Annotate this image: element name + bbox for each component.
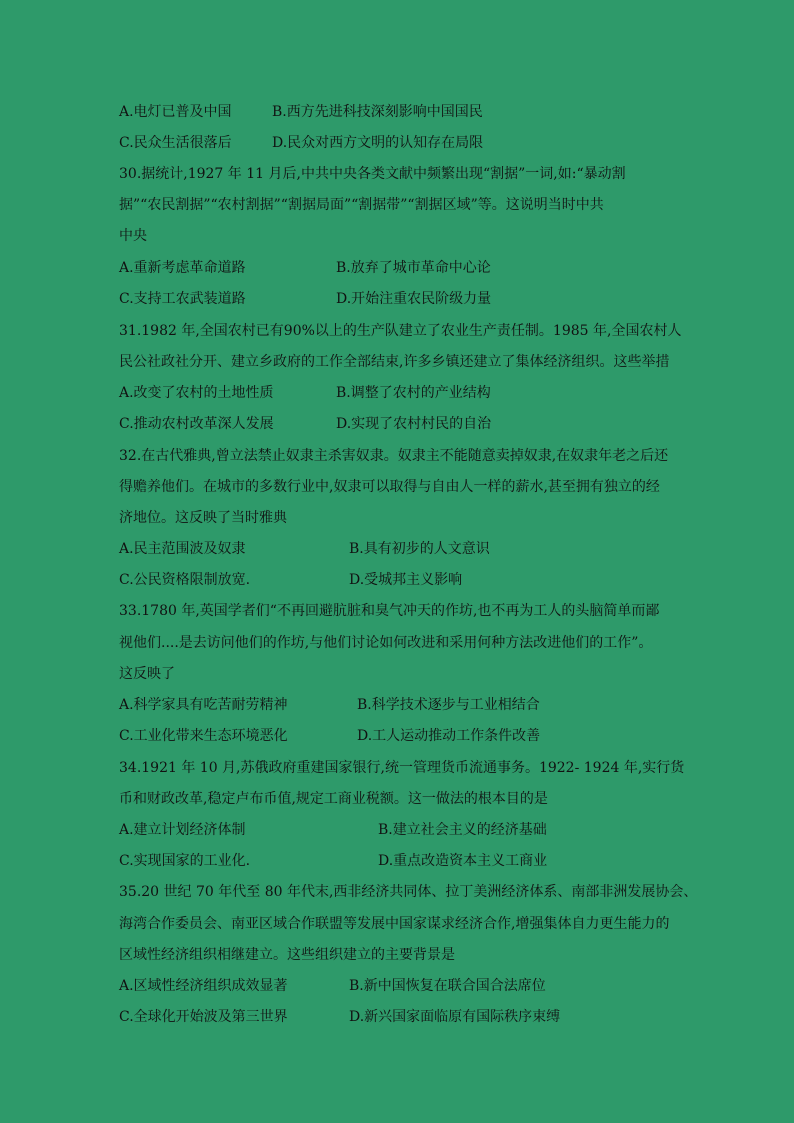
pre-option-c: C.民众生活很落后: [119, 135, 232, 151]
pre-option-d: D.民众对西方文明的认知存在局限: [272, 135, 484, 151]
q35-stem-line-2: 海湾合作委员会、南亚区域合作联盟等发展中国家谋求经济合作,增强集体自力更生能力的: [119, 916, 670, 932]
q31-option-a: A.改变了农村的土地性质: [119, 385, 274, 401]
q31-option-c: C.推动农村改革深人发展: [119, 416, 274, 432]
q32-stem-line-2: 得赡养他们。在城市的多数行业中,奴隶可以取得与自由人一样的薪水,甚至拥有独立的经: [119, 479, 660, 495]
q30-stem-line-3: 中央: [119, 228, 147, 244]
q32-option-c: C.公民资格限制放宽.: [119, 572, 251, 588]
q34-stem-line-2: 币和财政改革,稳定卢布币值,规定工商业税额。这一做法的根本目的是: [119, 791, 548, 807]
q30-stem-line-2: 据”“农民割据”“农村割据”“割据局面”“割据带”“割据区域”等。这说明当时中共: [119, 197, 604, 213]
q31-stem-line-1: 31.1982 年,全国农村已有90%以上的生产队建立了农业生产责任制。1985 年,全国农村人: [119, 323, 682, 339]
q35-option-d: D.新兴国家面临原有国际秩序束缚: [349, 1009, 561, 1025]
q33-option-d: D.工人运动推动工作条件改善: [357, 728, 541, 744]
q33-option-b: B.科学技术逐步与工业相结合: [357, 697, 540, 713]
q30-option-a: A.重新考虑革命道路: [119, 260, 246, 276]
q31-option-b: B.调整了农村的产业结构: [336, 385, 491, 401]
q34-option-c: C.实现国家的工业化.: [119, 853, 251, 869]
q31-option-d: D.实现了农村村民的自治: [336, 416, 492, 432]
q33-option-a: A.科学家具有吃苦耐劳精神: [119, 697, 288, 713]
q33-stem-line-2: 视他们....是去访问他们的作坊,与他们讨论如何改进和采用何种方法改进他们的工作”。: [119, 635, 653, 651]
q32-option-b: B.具有初步的人文意识: [349, 541, 490, 557]
q34-option-b: B.建立社会主义的经济基础: [378, 822, 547, 838]
q35-option-a: A.区域性经济组织成效显著: [119, 978, 288, 994]
q33-stem-line-1: 33.1780 年,英国学者们“不再回避肮脏和臭气冲天的作坊,也不再为工人的头脑简单而鄙: [119, 603, 660, 619]
q31-stem-line-2: 民公社政社分开、建立乡政府的工作全部结束,许多乡镇还建立了集体经济组织。这些举措: [119, 354, 670, 370]
pre-option-b: B.西方先进科技深刻影响中国国民: [272, 104, 483, 120]
q30-option-d: D.开始注重农民阶级力量: [336, 291, 492, 307]
q30-stem-line-1: 30.据统计,1927 年 11 月后,中共中央各类文献中频繁出现“割据”一词,如:“暴动割: [119, 166, 626, 182]
q32-stem-line-1: 32.在古代雅典,曾立法禁止奴隶主杀害奴隶。奴隶主不能随意卖掉奴隶,在奴隶年老之后还: [119, 448, 669, 464]
q35-stem-line-3: 区域性经济组织相继建立。这些组织建立的主要背景是: [119, 947, 455, 963]
q32-stem-line-3: 济地位。这反映了当时雅典: [119, 510, 287, 526]
q30-option-b: B.放弃了城市革命中心论: [336, 260, 491, 276]
q34-option-a: A.建立计划经济体制: [119, 822, 246, 838]
q30-option-c: C.支持工农武装道路: [119, 291, 246, 307]
q34-stem-line-1: 34.1921 年 10 月,苏俄政府重建国家银行,统一管理货币流通事务。1922- 1924 年,实行货: [119, 760, 685, 776]
q32-option-d: D.受城邦主义影响: [349, 572, 463, 588]
q33-option-c: C.工业化带来生态环境恶化: [119, 728, 288, 744]
q33-stem-line-3: 这反映了: [119, 666, 175, 682]
pre-option-a: A.电灯已普及中国: [119, 104, 232, 120]
q35-option-b: B.新中国恢复在联合国合法席位: [349, 978, 546, 994]
q32-option-a: A.民主范围波及奴隶: [119, 541, 246, 557]
q34-option-d: D.重点改造资本主义工商业: [378, 853, 548, 869]
q35-option-c: C.全球化开始波及第三世界: [119, 1009, 288, 1025]
q35-stem-line-1: 35.20 世纪 70 年代至 80 年代末,西非经济共同体、拉丁美洲经济体系、南部非洲发展协会、: [119, 884, 698, 900]
